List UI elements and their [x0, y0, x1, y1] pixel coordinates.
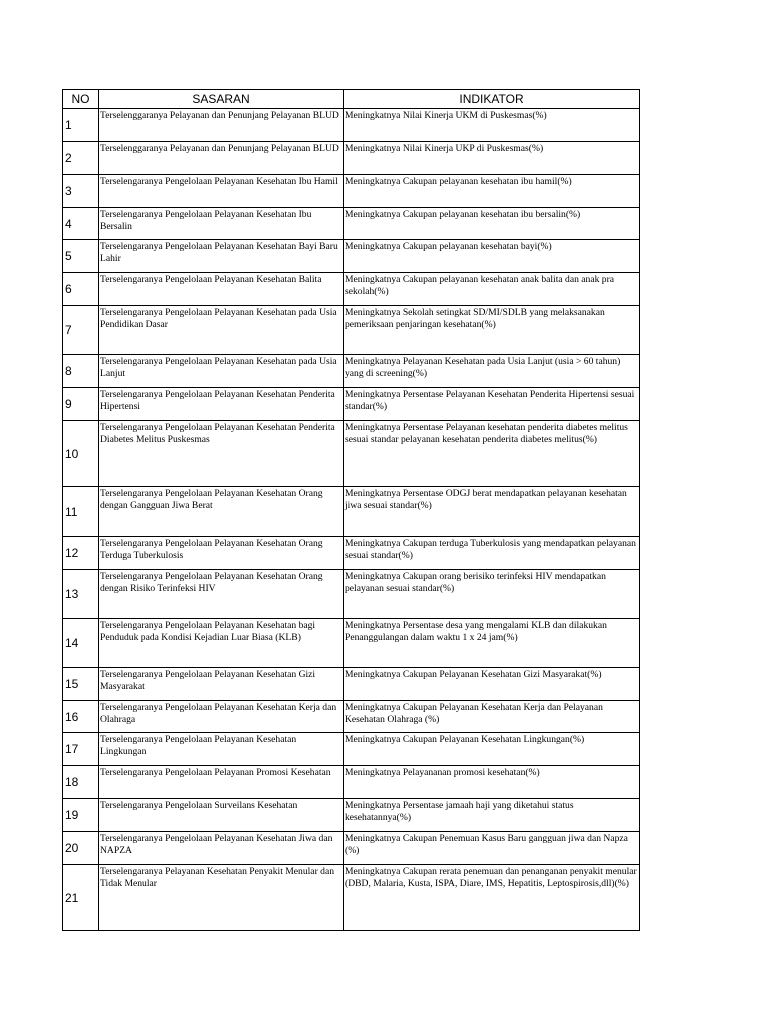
row-number: 15: [63, 668, 99, 701]
row-sasaran: Terselengaranya Pengelolaan Pelayanan Kesehatan Ibu Bersalin: [99, 208, 344, 240]
header-row: [63, 90, 640, 109]
table-row: [63, 175, 640, 208]
row-number: 10: [63, 421, 99, 487]
table-row: [63, 766, 640, 799]
table-row: [63, 240, 640, 273]
table-row: [63, 355, 640, 388]
row-indikator: Meningkatnya Persentase Pelayanan Kesehatan Penderita Hipertensi sesuai standar(%): [344, 388, 640, 421]
table-row: [63, 799, 640, 832]
row-indikator: Meningkatnya Nilai Kinerja UKM di Puskesmas(%): [344, 109, 640, 142]
row-sasaran: Terselengaranya Pengelolaan Pelayanan Kesehatan Orang dengan Risiko Terinfeksi HIV: [99, 570, 344, 619]
row-sasaran: Terselengaranya Pengelolaan Pelayanan Kesehatan Orang dengan Gangguan Jiwa Berat: [99, 487, 344, 537]
row-sasaran: Terselengaranya Pelayanan Kesehatan Penyakit Menular dan Tidak Menular: [99, 865, 344, 931]
row-indikator: Meningkatnya Sekolah setingkat SD/MI/SDLB yang melaksanakan pemeriksaan penjaringan kesehatan(%): [344, 306, 640, 355]
table-row: [63, 668, 640, 701]
row-indikator: Meningkatnya Cakupan pelayanan kesehatan bayi(%): [344, 240, 640, 273]
table-row: [63, 701, 640, 733]
row-sasaran: Terselengaranya Pengelolaan Pelayanan Kesehatan Kerja dan Olahraga: [99, 701, 344, 733]
header-indikator: INDIKATOR: [344, 90, 640, 109]
row-sasaran: Terselengaranya Pengelolaan Pelayanan Kesehatan Penderita Hipertensi: [99, 388, 344, 421]
row-sasaran: Terselengaranya Pengelolaan Pelayanan Kesehatan Bayi Baru Lahir: [99, 240, 344, 273]
row-sasaran: Terselengaranya Pengelolaan Pelayanan Kesehatan Lingkungan: [99, 733, 344, 766]
row-number: 9: [63, 388, 99, 421]
row-indikator: Meningkatnya Cakupan rerata penemuan dan penanganan penyakit menular (DBD, Malaria, Kusta, ISPA, Diare, IMS, Hepatitis, Leptospirosis,dll)(%): [344, 865, 640, 931]
table-row: [63, 208, 640, 240]
row-number: 13: [63, 570, 99, 619]
table-row: [63, 487, 640, 537]
row-sasaran: Terselengaranya Pengelolaan Pelayanan Kesehatan Jiwa dan NAPZA: [99, 832, 344, 865]
row-number: 19: [63, 799, 99, 832]
row-number: 17: [63, 733, 99, 766]
row-indikator: Meningkatnya Cakupan Pelayanan Kesehatan Kerja dan Pelayanan Kesehatan Olahraga (%): [344, 701, 640, 733]
row-indikator: Meningkatnya Cakupan Penemuan Kasus Baru gangguan jiwa dan Napza (%): [344, 832, 640, 865]
row-number: 5: [63, 240, 99, 273]
row-sasaran: Terselengaranya Pengelolaan Pelayanan Promosi Kesehatan: [99, 766, 344, 799]
row-indikator: Meningkatnya Cakupan terduga Tuberkulosis yang mendapatkan pelayanan sesuai standar(%): [344, 537, 640, 570]
row-number: 18: [63, 766, 99, 799]
row-indikator: Meningkatnya Pelayananan promosi kesehatan(%): [344, 766, 640, 799]
row-indikator: Meningkatnya Persentase desa yang mengalami KLB dan dilakukan Penanggulangan dalam waktu 1 x 24 jam(%): [344, 619, 640, 668]
table-row: [63, 619, 640, 668]
row-number: 6: [63, 273, 99, 306]
row-number: 21: [63, 865, 99, 931]
row-sasaran: Terselengaranya Pengelolaan Pelayanan Kesehatan Gizi Masyarakat: [99, 668, 344, 701]
table-row: [63, 306, 640, 355]
table-row: [63, 142, 640, 175]
row-indikator: Meningkatnya Cakupan Pelayanan Kesehatan Lingkungan(%): [344, 733, 640, 766]
row-number: 11: [63, 487, 99, 537]
row-indikator: Meningkatnya Cakupan pelayanan kesehatan anak balita dan anak pra sekolah(%): [344, 273, 640, 306]
row-number: 12: [63, 537, 99, 570]
row-number: 1: [63, 109, 99, 142]
row-sasaran: Terselengaranya Pengelolaan Pelayanan Kesehatan pada Usia Pendidikan Dasar: [99, 306, 344, 355]
table-row: [63, 832, 640, 865]
sasaran-indikator-table: [62, 89, 640, 931]
table-row: [63, 733, 640, 766]
header-no: NO: [63, 90, 99, 109]
table-body: [63, 109, 640, 931]
row-indikator: Meningkatnya Nilai Kinerja UKP di Puskesmas(%): [344, 142, 640, 175]
row-indikator: Meningkatnya Persentase ODGJ berat mendapatkan pelayanan kesehatan jiwa sesuai standar(%): [344, 487, 640, 537]
row-number: 16: [63, 701, 99, 733]
table-row: [63, 537, 640, 570]
row-number: 20: [63, 832, 99, 865]
row-indikator: Meningkatnya Persentase Pelayanan kesehatan penderita diabetes melitus sesuai standar pelayanan kesehatan penderita diabetes melitus(%): [344, 421, 640, 487]
row-indikator: Meningkatnya Pelayanan Kesehatan pada Usia Lanjut (usia > 60 tahun) yang di screening(%): [344, 355, 640, 388]
table-row: [63, 421, 640, 487]
header-sasaran: SASARAN: [99, 90, 344, 109]
row-indikator: Meningkatnya Cakupan Pelayanan Kesehatan Gizi Masyarakat(%): [344, 668, 640, 701]
row-number: 7: [63, 306, 99, 355]
row-sasaran: Terselenggaranya Pelayanan dan Penunjang Pelayanan BLUD: [99, 142, 344, 175]
row-number: 8: [63, 355, 99, 388]
table-row: [63, 388, 640, 421]
row-indikator: Meningkatnya Cakupan pelayanan kesehatan ibu hamil(%): [344, 175, 640, 208]
row-indikator: Meningkatnya Cakupan orang berisiko terinfeksi HIV mendapatkan pelayanan sesuai standar(%): [344, 570, 640, 619]
row-indikator: Meningkatnya Persentase jamaah haji yang diketahui status kesehatannya(%): [344, 799, 640, 832]
row-sasaran: Terselengaranya Pengelolaan Pelayanan Kesehatan pada Usia Lanjut: [99, 355, 344, 388]
table-row: [63, 109, 640, 142]
row-sasaran: Terselengaranya Pengelolaan Pelayanan Kesehatan bagi Penduduk pada Kondisi Kejadian Luar Biasa (KLB): [99, 619, 344, 668]
table-row: [63, 865, 640, 931]
document-page: [62, 89, 640, 931]
row-sasaran: Terselengaranya Pengelolaan Pelayanan Kesehatan Penderita Diabetes Melitus Puskesmas: [99, 421, 344, 487]
row-number: 3: [63, 175, 99, 208]
row-sasaran: Terselengaranya Pengelolaan Pelayanan Kesehatan Balita: [99, 273, 344, 306]
row-sasaran: Terselengaranya Pengelolaan Pelayanan Kesehatan Ibu Hamil: [99, 175, 344, 208]
row-number: 4: [63, 208, 99, 240]
row-sasaran: Terselenggaranya Pelayanan dan Penunjang Pelayanan BLUD: [99, 109, 344, 142]
table-header: [63, 90, 640, 109]
row-number: 2: [63, 142, 99, 175]
table-row: [63, 570, 640, 619]
table-row: [63, 273, 640, 306]
row-number: 14: [63, 619, 99, 668]
row-indikator: Meningkatnya Cakupan pelayanan kesehatan ibu bersalin(%): [344, 208, 640, 240]
row-sasaran: Terselengaranya Pengelolaan Pelayanan Kesehatan Orang Terduga Tuberkulosis: [99, 537, 344, 570]
row-sasaran: Terselengaranya Pengelolaan Surveilans Kesehatan: [99, 799, 344, 832]
